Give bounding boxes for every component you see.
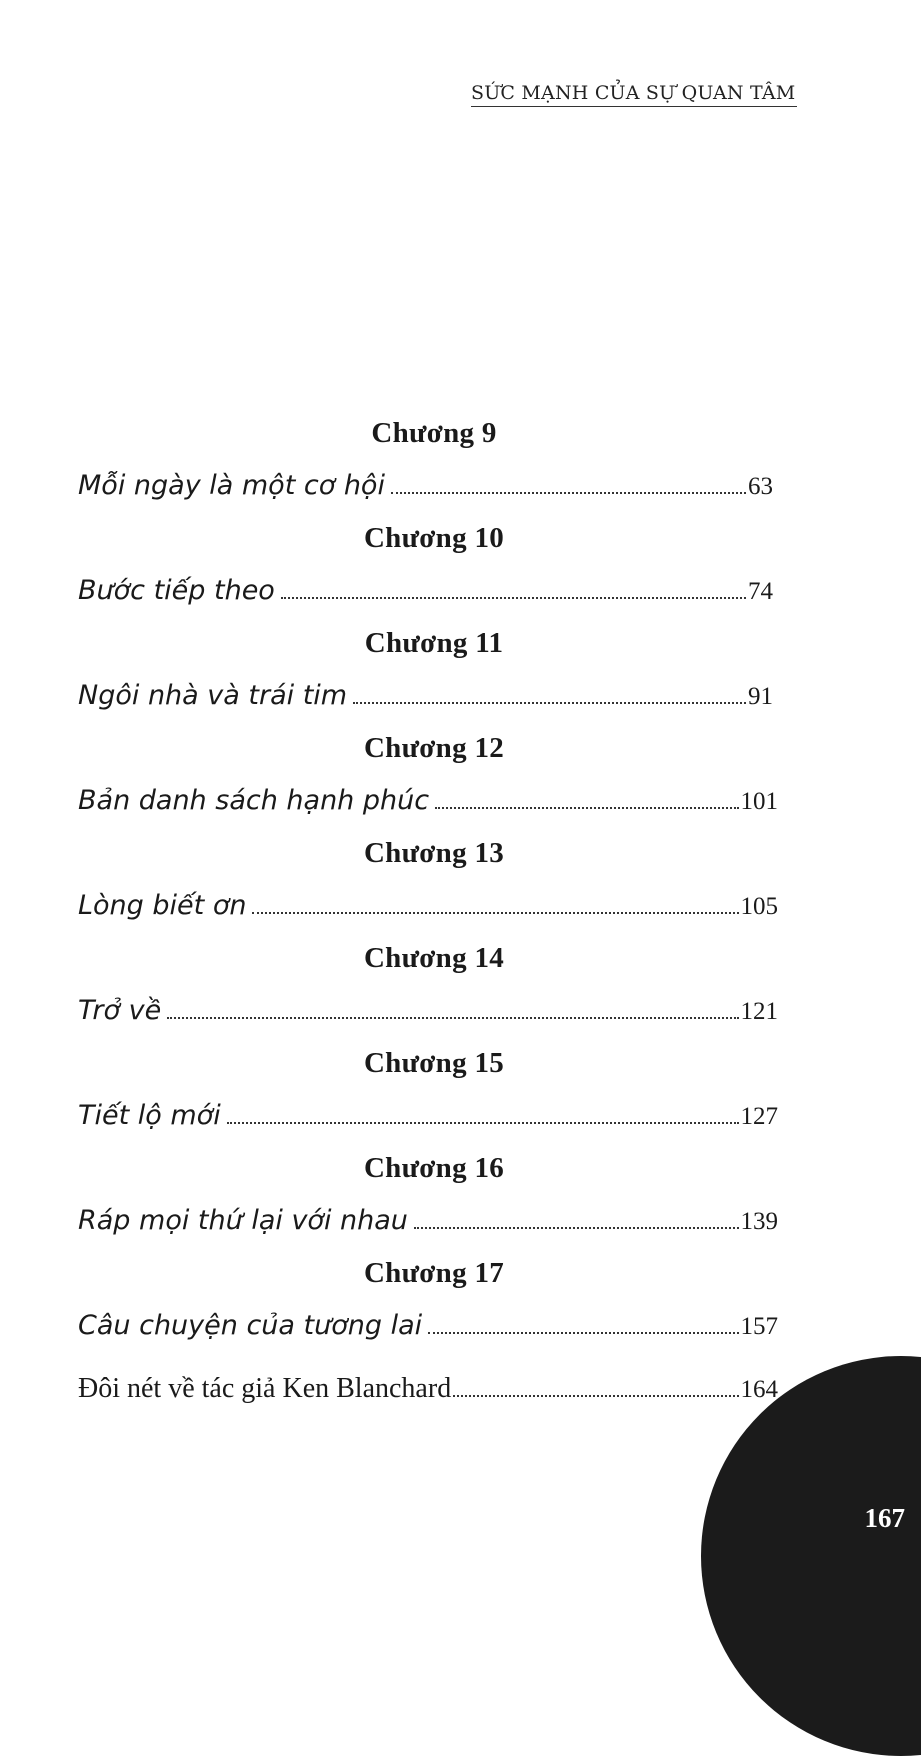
- dot-leader: [391, 491, 746, 494]
- page-number: 167: [864, 1503, 905, 1533]
- chapter-heading: Chương 16: [363, 1152, 505, 1184]
- toc-entry-title: Lòng biết ơn: [78, 890, 247, 921]
- toc-entry-title: Ngôi nhà và trái tim: [78, 680, 348, 711]
- chapter-heading: Chương 13: [363, 837, 505, 869]
- dot-leader: [167, 1016, 738, 1019]
- toc-entry-page: 74: [748, 578, 773, 605]
- chapter-heading: Chương 15: [363, 1047, 505, 1079]
- toc-entry-title: Bản danh sách hạnh phúc: [78, 785, 430, 816]
- toc-entry-page: 91: [748, 683, 773, 710]
- chapter-heading: Chương 9: [371, 417, 497, 449]
- toc-entry-title: Bước tiếp theo: [78, 575, 275, 606]
- chapter-heading: Chương 12: [363, 732, 505, 764]
- toc-entry: [78, 874, 778, 937]
- chapter-heading: Chương 10: [363, 522, 505, 554]
- toc-entry-page: 121: [740, 998, 778, 1025]
- toc-entry-page: 164: [740, 1376, 778, 1403]
- chapter-heading: Chương 11: [364, 627, 504, 659]
- toc-entry: [78, 1294, 778, 1357]
- dot-leader: [453, 1394, 738, 1397]
- toc-entry-title: Trở về: [78, 995, 162, 1026]
- table-of-contents: [78, 412, 778, 1420]
- running-head: SỨC MẠNH CỦA SỰ QUAN TÂM: [471, 82, 797, 107]
- toc-entry-title: Đôi nét về tác giả Ken Blanchard: [78, 1373, 452, 1404]
- toc-entry-page: 105: [740, 893, 778, 920]
- dot-leader: [252, 911, 738, 914]
- toc-entry: [78, 664, 778, 727]
- toc-entry-page: 139: [740, 1208, 778, 1235]
- dot-leader: [353, 701, 746, 704]
- toc-entry: [78, 979, 778, 1042]
- toc-entry: [78, 454, 778, 517]
- toc-entry-page: 63: [748, 473, 773, 500]
- chapter-heading: Chương 17: [363, 1257, 505, 1289]
- toc-entry-author: [78, 1357, 778, 1420]
- toc-entry-page: 127: [740, 1103, 778, 1130]
- dot-leader: [227, 1121, 739, 1124]
- toc-entry-title: Tiết lộ mới: [78, 1100, 221, 1131]
- toc-entry-page: 101: [740, 788, 778, 815]
- dot-leader: [435, 806, 738, 809]
- toc-entry-title: Câu chuyện của tương lai: [78, 1310, 423, 1341]
- toc-entry: [78, 769, 778, 832]
- dot-leader: [414, 1226, 739, 1229]
- toc-entry: [78, 559, 778, 622]
- dot-leader: [281, 596, 746, 599]
- toc-entry: [78, 1084, 778, 1147]
- toc-entry-page: 157: [740, 1313, 778, 1340]
- dot-leader: [428, 1331, 738, 1334]
- toc-entry: [78, 1189, 778, 1252]
- chapter-heading: Chương 14: [363, 942, 505, 974]
- toc-entry-title: Mỗi ngày là một cơ hội: [78, 470, 385, 501]
- toc-entry-title: Ráp mọi thứ lại với nhau: [78, 1205, 408, 1236]
